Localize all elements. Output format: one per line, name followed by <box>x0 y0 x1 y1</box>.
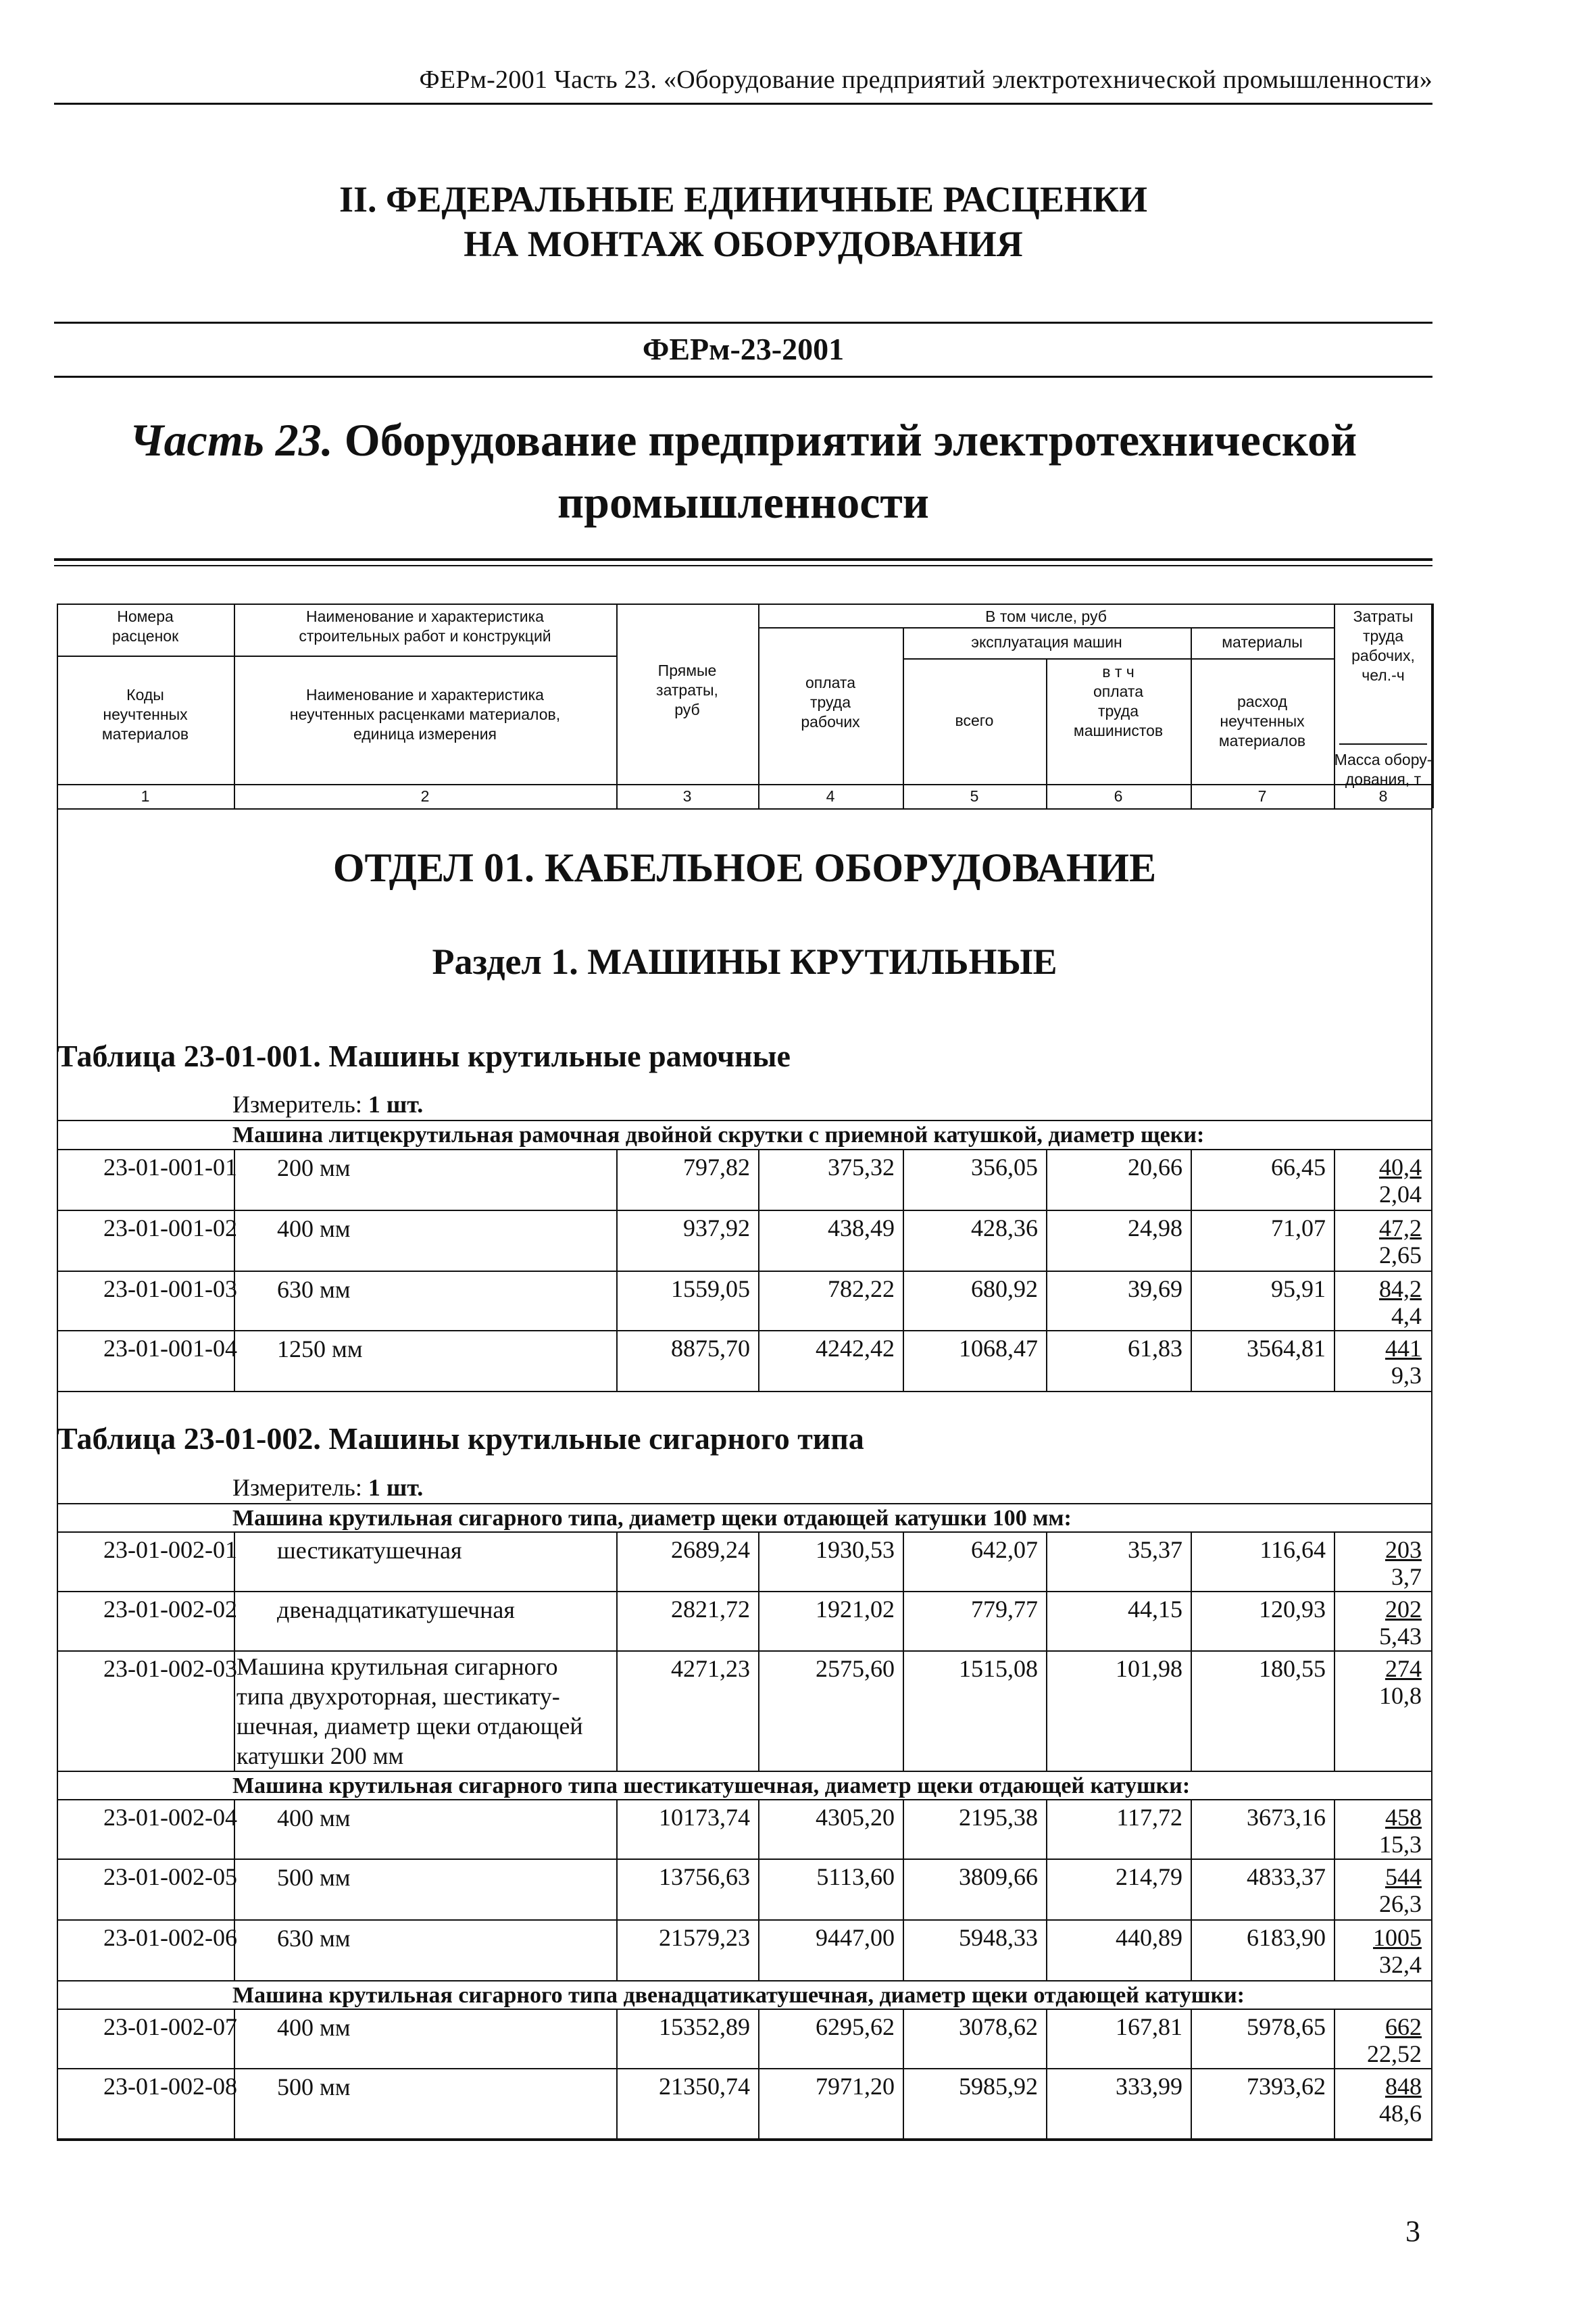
column-number-line: 1 <box>141 787 150 805</box>
double-rule <box>54 558 1432 561</box>
col8-split-line <box>1339 743 1427 745</box>
rate-code: 23-01-002-08 <box>103 2073 237 2100</box>
value-mach_wages: 333,99 <box>1116 2073 1182 2100</box>
header-operator-wages-line: труда <box>1097 702 1139 720</box>
column-number-line: 3 <box>682 787 692 805</box>
value-wages: 1930,53 <box>816 1536 895 1563</box>
value-mat: 3564,81 <box>1247 1335 1326 1362</box>
labor-cost: 40,4 <box>1379 1154 1422 1181</box>
equipment-mass: 32,4 <box>1379 1951 1422 1978</box>
equipment-mass: 10,8 <box>1379 1682 1422 1709</box>
header-operator-wages <box>1046 662 1191 741</box>
value-mach: 428,36 <box>971 1214 1038 1241</box>
header-worker-wages <box>758 673 903 732</box>
value-direct: 10173,74 <box>659 1804 750 1831</box>
unit-label: Измеритель: <box>232 1474 362 1501</box>
column-number <box>234 787 616 806</box>
table-title: Таблица 23-01-002. Машины крутильные сигарного типа <box>57 1421 864 1456</box>
equipment-mass: 3,7 <box>1391 1563 1422 1590</box>
header-equipment-mass-line: дования, т <box>1345 770 1422 788</box>
table-row <box>57 1330 1432 1391</box>
value-mat: 66,45 <box>1271 1154 1326 1181</box>
labor-cost: 544 <box>1385 1863 1422 1890</box>
value-mach: 2195,38 <box>959 1804 1038 1831</box>
header-material-codes-line: неучтенных <box>103 706 188 723</box>
section-title <box>54 177 1432 266</box>
value-direct: 937,92 <box>683 1214 750 1241</box>
group-line <box>57 1771 1432 1772</box>
labor-cost: 662 <box>1385 2013 1422 2040</box>
value-direct: 13756,63 <box>659 1863 750 1890</box>
subgroup-line <box>903 658 1334 660</box>
header-in-that-number <box>758 607 1334 626</box>
header-material-usage <box>1191 692 1334 751</box>
group-line <box>57 1503 1432 1504</box>
header-labor-costs-line: чел.-ч <box>1362 666 1405 684</box>
group-title: Машина литцекрутильная рамочная двойной скрутки с приемной катушкой, диаметр щеки: <box>232 1123 1205 1148</box>
header-material-name <box>234 685 616 744</box>
table-row <box>57 2068 1432 2140</box>
header-material-codes <box>57 685 234 744</box>
value-wages: 782,22 <box>828 1275 895 1302</box>
table-row <box>57 1919 1432 1980</box>
value-mach_wages: 20,66 <box>1128 1154 1182 1181</box>
value-mat: 120,93 <box>1259 1596 1326 1623</box>
value-mach: 5985,92 <box>959 2073 1038 2100</box>
header-operator-wages-line: оплата <box>1093 683 1144 700</box>
rate-code: 23-01-001-02 <box>103 1214 237 1241</box>
value-mat: 71,07 <box>1271 1214 1326 1241</box>
value-wages: 4305,20 <box>816 1804 895 1831</box>
header-work-name-line: Наименование и характеристика <box>306 608 544 625</box>
value-mat: 6183,90 <box>1247 1924 1326 1951</box>
header-material-name-line: неучтенных расценками материалов, <box>289 706 561 723</box>
header-in-that-number-line: В том числе, руб <box>985 608 1107 625</box>
header-material-codes-line: материалов <box>101 725 189 743</box>
value-wages: 6295,62 <box>816 2013 895 2040</box>
group-title: Машина крутильная сигарного типа двенадцатикатушечная, диаметр щеки отдающей катушки: <box>232 1983 1245 2008</box>
header-bottom-line <box>57 784 1432 785</box>
value-mach_wages: 167,81 <box>1116 2013 1182 2040</box>
group-line <box>57 1980 1432 1981</box>
column-number-line: 8 <box>1378 787 1388 805</box>
rate-code: 23-01-002-06 <box>103 1924 237 1951</box>
value-wages: 4242,42 <box>816 1335 895 1362</box>
table-unit <box>232 1473 423 1502</box>
header-material-codes-line: Коды <box>126 686 164 704</box>
rate-code: 23-01-002-05 <box>103 1863 237 1890</box>
header-labor-costs-line: труда <box>1362 627 1403 645</box>
header-equipment-mass <box>1334 750 1432 789</box>
value-mat: 95,91 <box>1271 1275 1326 1302</box>
value-mach_wages: 44,15 <box>1128 1596 1182 1623</box>
group-title: Машина крутильная сигарного типа шестикатушечная, диаметр щеки отдающей катушки: <box>232 1773 1191 1798</box>
header-worker-wages-line: рабочих <box>801 713 860 731</box>
column-number-line: 4 <box>826 787 835 805</box>
value-mach: 3078,62 <box>959 2013 1038 2040</box>
value-mach_wages: 24,98 <box>1128 1214 1182 1241</box>
value-mach: 356,05 <box>971 1154 1038 1181</box>
rate-code: 23-01-002-07 <box>103 2013 237 2040</box>
equipment-mass: 5,43 <box>1379 1623 1422 1650</box>
header-labor-costs <box>1334 607 1432 685</box>
header-worker-wages-line: оплата <box>805 674 856 691</box>
value-direct: 797,82 <box>683 1154 750 1181</box>
header-rate-numbers-line: Номера <box>117 608 174 625</box>
column-number-line: 5 <box>970 787 979 805</box>
header-column-line <box>1432 604 1434 808</box>
header-machines-total-line: всего <box>955 712 994 729</box>
header-machines-group <box>903 633 1191 652</box>
part-title-line: Оборудование предприятий электротехнической <box>344 414 1357 466</box>
rate-code: 23-01-001-01 <box>103 1154 237 1181</box>
department-title: ОТДЕЛ 01. КАБЕЛЬНОЕ ОБОРУДОВАНИЕ <box>332 845 1157 890</box>
column-number <box>616 787 758 806</box>
equipment-mass: 26,3 <box>1379 1890 1422 1917</box>
razdel-title: Раздел 1. МАШИНЫ КРУТИЛЬНЫЕ <box>432 941 1057 982</box>
work-name-line: шечная, диаметр щеки отдающей <box>236 1713 583 1740</box>
header-materials-group-line: материалы <box>1222 633 1303 651</box>
value-mach: 1515,08 <box>959 1655 1038 1682</box>
work-name: 400 мм <box>277 2014 351 2041</box>
value-direct: 4271,23 <box>671 1655 750 1682</box>
value-wages: 7971,20 <box>816 2073 895 2100</box>
rate-code: 23-01-002-04 <box>103 1804 237 1831</box>
part-title <box>54 409 1432 533</box>
header-rate-numbers <box>57 607 234 646</box>
value-mach: 5948,33 <box>959 1924 1038 1951</box>
labor-cost: 848 <box>1385 2073 1422 2100</box>
rate-code: 23-01-002-02 <box>103 1596 237 1623</box>
value-wages: 9447,00 <box>816 1924 895 1951</box>
header-equipment-mass-line: Масса обору- <box>1334 751 1432 768</box>
value-direct: 15352,89 <box>659 2013 750 2040</box>
header-direct-costs-line: руб <box>674 701 700 718</box>
part-title-line: промышленности <box>557 476 929 528</box>
table-row <box>57 1858 1432 1919</box>
table-row <box>57 2009 1432 2068</box>
divider <box>54 376 1432 378</box>
column-number-line: 6 <box>1114 787 1123 805</box>
value-wages: 1921,02 <box>816 1596 895 1623</box>
doc-code: ФЕРм-23-2001 <box>642 332 845 366</box>
value-mat: 5978,65 <box>1247 2013 1326 2040</box>
divider <box>54 322 1432 324</box>
equipment-mass: 22,52 <box>1367 2040 1422 2067</box>
value-mat: 3673,16 <box>1247 1804 1326 1831</box>
value-direct: 8875,70 <box>671 1335 750 1362</box>
work-name: 500 мм <box>277 1864 351 1891</box>
header-worker-wages-line: труда <box>809 693 851 711</box>
work-name: 630 мм <box>277 1925 351 1952</box>
table-row <box>57 1591 1432 1650</box>
value-direct: 1559,05 <box>671 1275 750 1302</box>
column-number <box>1334 787 1432 806</box>
table-row <box>57 1210 1432 1271</box>
header-work-name <box>234 607 616 646</box>
value-mat: 4833,37 <box>1247 1863 1326 1890</box>
value-mach_wages: 214,79 <box>1116 1863 1182 1890</box>
value-mach_wages: 101,98 <box>1116 1655 1182 1682</box>
header-material-usage-line: расход <box>1237 693 1288 710</box>
header-direct-costs-line: затраты, <box>656 681 718 699</box>
equipment-mass: 4,4 <box>1391 1302 1422 1329</box>
work-name-line: типа двухроторная, шестикату- <box>236 1683 560 1710</box>
labor-cost: 274 <box>1385 1655 1422 1682</box>
header-machines-total <box>903 711 1046 731</box>
labor-cost: 84,2 <box>1379 1275 1422 1302</box>
group-line <box>57 1120 1432 1121</box>
column-number-line: 2 <box>420 787 430 805</box>
group-title: Машина крутильная сигарного типа, диаметр щеки отдающей катушки 100 мм: <box>232 1506 1072 1531</box>
value-mat: 7393,62 <box>1247 2073 1326 2100</box>
work-name: двенадцатикатушечная <box>277 1596 515 1623</box>
row-line <box>57 2140 1432 2141</box>
section-title-line: II. ФЕДЕРАЛЬНЫЕ ЕДИНИЧНЫЕ РАСЦЕНКИ <box>339 179 1148 220</box>
unit-label: Измеритель: <box>232 1091 362 1118</box>
equipment-mass: 2,65 <box>1379 1241 1422 1269</box>
header-direct-costs-line: Прямые <box>657 662 717 679</box>
column-number <box>1046 787 1191 806</box>
header-labor-costs-line: Затраты <box>1353 608 1414 625</box>
header-material-usage-line: материалов <box>1218 732 1306 749</box>
value-mach: 1068,47 <box>959 1335 1038 1362</box>
header-operator-wages-line: в т ч <box>1102 663 1134 681</box>
value-mach: 779,77 <box>971 1596 1038 1623</box>
header-machines-group-line: эксплуатация машин <box>971 633 1122 651</box>
column-number <box>1191 787 1334 806</box>
value-mat: 116,64 <box>1260 1536 1326 1563</box>
work-name: 1250 мм <box>277 1335 363 1362</box>
header-material-name-line: единица измерения <box>353 725 497 743</box>
header-rate-numbers-line: расценок <box>111 627 179 645</box>
value-mach_wages: 117,72 <box>1116 1804 1182 1831</box>
labor-cost: 203 <box>1385 1536 1422 1563</box>
equipment-mass: 9,3 <box>1391 1362 1422 1389</box>
work-name <box>236 1652 628 1771</box>
rate-code: 23-01-002-03 <box>103 1655 237 1682</box>
column-number-line: 7 <box>1257 787 1267 805</box>
section-title-line: НА МОНТАЖ ОБОРУДОВАНИЯ <box>464 224 1023 264</box>
value-mach_wages: 39,69 <box>1128 1275 1182 1302</box>
value-mach_wages: 61,83 <box>1128 1335 1182 1362</box>
value-mat: 180,55 <box>1259 1655 1326 1682</box>
running-header: ФЕРм-2001 Часть 23. «Оборудование предприятий электротехнической промышленности» <box>419 66 1432 94</box>
value-direct: 21579,23 <box>659 1924 750 1951</box>
header-work-name-line: строительных работ и конструкций <box>299 627 551 645</box>
work-name: 630 мм <box>277 1276 351 1303</box>
column-number-line <box>57 808 1432 810</box>
column-number <box>758 787 903 806</box>
work-name-line: Машина крутильная сигарного <box>236 1653 558 1680</box>
labor-cost: 458 <box>1385 1804 1422 1831</box>
table-row <box>57 1271 1432 1330</box>
part-title-prefix: Часть 23. <box>129 414 333 466</box>
value-mach: 642,07 <box>971 1536 1038 1563</box>
table-separator-line <box>57 1391 1432 1392</box>
header-direct-costs <box>616 661 758 720</box>
value-mach: 3809,66 <box>959 1863 1038 1890</box>
column-number <box>903 787 1046 806</box>
labor-cost: 202 <box>1385 1596 1422 1623</box>
header-rule <box>54 103 1432 105</box>
value-mach_wages: 35,37 <box>1128 1536 1182 1563</box>
work-name: 400 мм <box>277 1804 351 1831</box>
value-mach_wages: 440,89 <box>1116 1924 1182 1951</box>
value-wages: 375,32 <box>828 1154 895 1181</box>
header-labor-costs-line: рабочих, <box>1351 647 1415 664</box>
column-number <box>57 787 234 806</box>
work-name: 500 мм <box>277 2073 351 2100</box>
work-name: 400 мм <box>277 1215 351 1242</box>
header-material-usage-line: неучтенных <box>1220 712 1305 730</box>
value-direct: 2821,72 <box>671 1596 750 1623</box>
equipment-mass: 2,04 <box>1379 1181 1422 1208</box>
equipment-mass: 48,6 <box>1379 2100 1422 2127</box>
value-mach: 680,92 <box>971 1275 1038 1302</box>
value-direct: 21350,74 <box>659 2073 750 2100</box>
work-name: шестикатушечная <box>277 1537 462 1564</box>
header-operator-wages-line: машинистов <box>1073 722 1164 739</box>
equipment-mass: 15,3 <box>1379 1831 1422 1858</box>
value-wages: 5113,60 <box>816 1863 895 1890</box>
value-wages: 438,49 <box>828 1214 895 1241</box>
table-unit <box>232 1090 423 1118</box>
header-material-name-line: Наименование и характеристика <box>306 686 544 704</box>
table-row <box>57 1799 1432 1858</box>
table-title: Таблица 23-01-001. Машины крутильные рамочные <box>57 1039 791 1073</box>
value-wages: 2575,60 <box>816 1655 895 1682</box>
rate-code: 23-01-001-04 <box>103 1335 237 1362</box>
header-materials-group <box>1191 633 1334 652</box>
header-split-line <box>57 656 616 657</box>
labor-cost: 441 <box>1385 1335 1422 1362</box>
rate-code: 23-01-002-01 <box>103 1536 237 1563</box>
rate-code: 23-01-001-03 <box>103 1275 237 1302</box>
work-name: 200 мм <box>277 1154 351 1181</box>
unit-value: 1 шт. <box>368 1091 424 1118</box>
table-row <box>57 1149 1432 1210</box>
unit-value: 1 шт. <box>368 1474 424 1501</box>
page-number: 3 <box>1405 2215 1420 2248</box>
labor-cost: 1005 <box>1373 1924 1422 1951</box>
work-name-line: катушки 200 мм <box>236 1742 404 1769</box>
double-rule <box>54 565 1432 566</box>
value-direct: 2689,24 <box>671 1536 750 1563</box>
labor-cost: 47,2 <box>1379 1214 1422 1241</box>
table-row <box>57 1650 1432 1771</box>
table-row <box>57 1531 1432 1591</box>
